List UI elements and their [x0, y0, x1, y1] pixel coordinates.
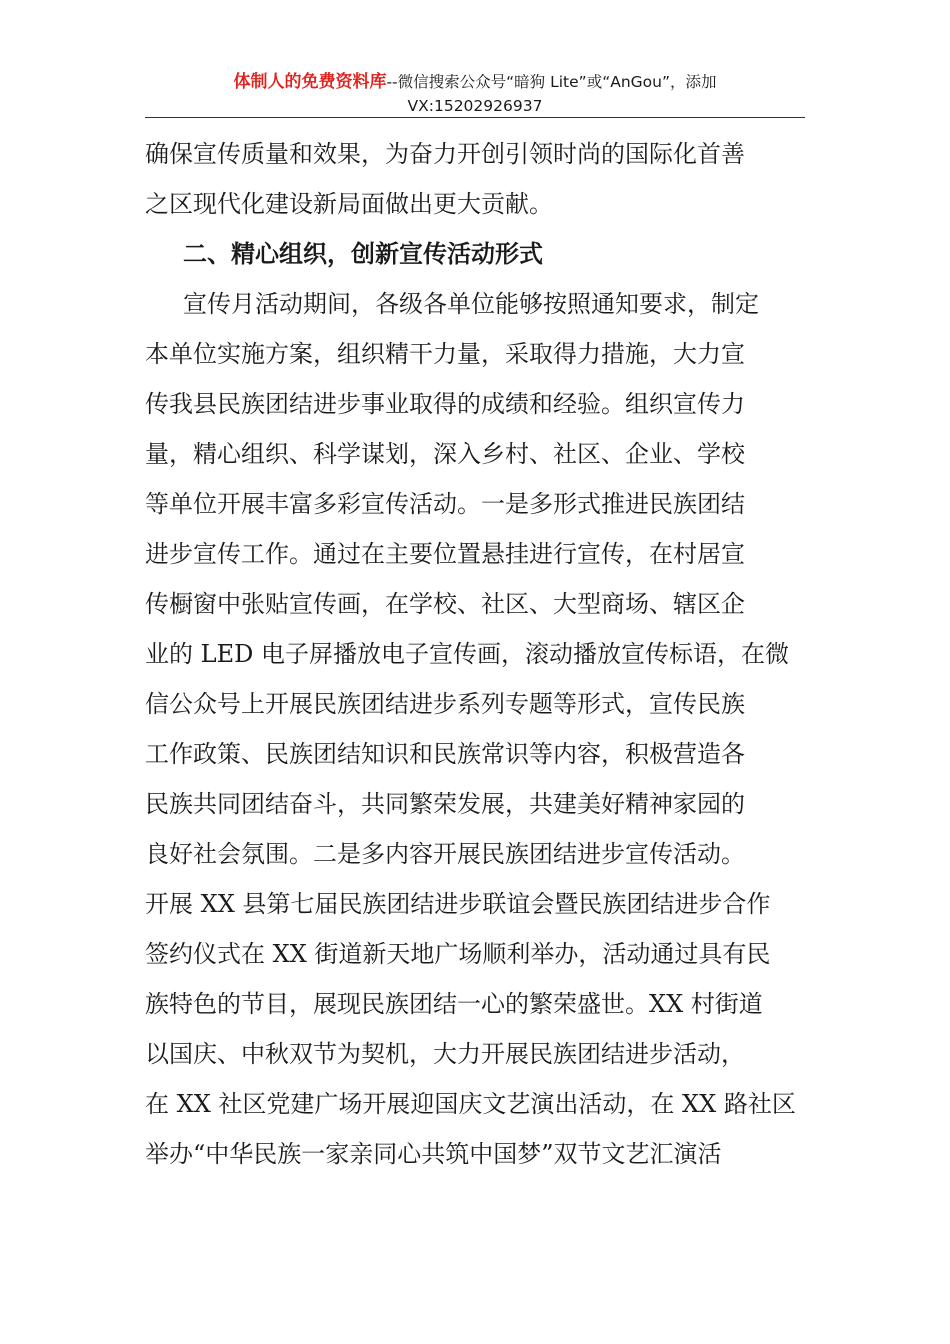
- body-line: 开展 XX 县第七届民族团结进步联谊会暨民族团结进步合作: [145, 890, 771, 918]
- body-line: 民族共同团结奋斗，共同繁荣发展，共建美好精神家园的: [145, 790, 745, 818]
- body-line: 信公众号上开展民族团结进步系列专题等形式，宣传民族: [145, 690, 745, 718]
- body-line: 族特色的节目，展现民族团结一心的繁荣盛世。XX 村街道: [145, 990, 763, 1018]
- header-brand: 体制人的免费资料库: [233, 72, 387, 92]
- body-line: 量，精心组织、科学谋划，深入乡村、社区、企业、学校: [145, 440, 745, 468]
- header-contact: VX:15202926937: [407, 97, 543, 115]
- body-line: 工作政策、民族团结知识和民族常识等内容，积极营造各: [145, 740, 745, 768]
- header-notice: --微信搜索公众号“暗狗 Lite”或“AnGou”，添加: [386, 73, 717, 91]
- body-line: 进步宣传工作。通过在主要位置悬挂进行宣传，在村居宣: [145, 540, 745, 568]
- paragraph-first-line: 宣传月活动期间，各级各单位能够按照通知要求，制定: [183, 290, 759, 318]
- body-line: 以国庆、中秋双节为契机，大力开展民族团结进步活动，: [145, 1040, 745, 1068]
- body-line: 确保宣传质量和效果，为奋力开创引领时尚的国际化首善: [145, 140, 745, 168]
- page-header: [145, 70, 805, 118]
- body-line: 等单位开展丰富多彩宣传活动。一是多形式推进民族团结: [145, 490, 745, 518]
- body-line: 传橱窗中张贴宣传画，在学校、社区、大型商场、辖区企: [145, 590, 745, 618]
- body-line: 举办“中华民族一家亲同心共筑中国梦”双节文艺汇演活: [145, 1140, 722, 1168]
- document-body: [145, 129, 810, 1179]
- section-heading: 二、精心组织，创新宣传活动形式: [183, 240, 543, 268]
- header-line-1: [145, 70, 805, 94]
- body-line: 之区现代化建设新局面做出更大贡献。: [145, 190, 553, 218]
- body-line: 良好社会氛围。二是多内容开展民族团结进步宣传活动。: [145, 840, 745, 868]
- body-line: 在 XX 社区党建广场开展迎国庆文艺演出活动，在 XX 路社区: [145, 1090, 796, 1118]
- header-divider: [145, 117, 805, 118]
- body-line: 传我县民族团结进步事业取得的成绩和经验。组织宣传力: [145, 390, 745, 418]
- body-line: 业的 LED 电子屏播放电子宣传画，滚动播放宣传标语，在微: [145, 640, 789, 668]
- body-line: 本单位实施方案，组织精干力量，采取得力措施，大力宣: [145, 340, 745, 368]
- body-line: 签约仪式在 XX 街道新天地广场顺利举办，活动通过具有民: [145, 940, 771, 968]
